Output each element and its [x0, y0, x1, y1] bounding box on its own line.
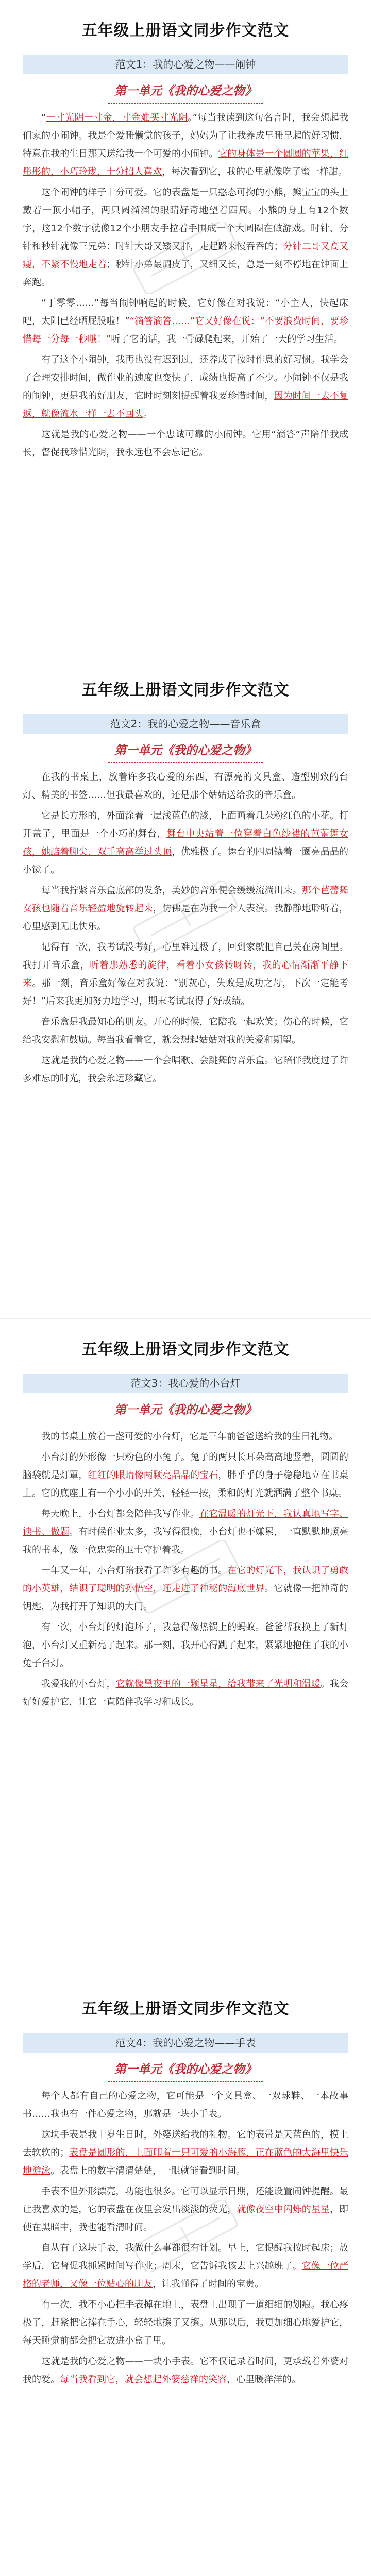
text-segment: 。那一刻，音乐盒好像在对我说：“别灰心，失败是成功之母，下次一定能考好！”后来我更加努力地学习，期末考试取得了好成绩。: [23, 978, 349, 1007]
essay-paragraph: [23, 1013, 348, 1049]
highlighted-sentence: 分针二哥又高又瘦，不紧不慢地走着: [23, 241, 349, 270]
text-segment: “: [41, 112, 46, 123]
text-segment: 。: [143, 409, 153, 419]
highlighted-sentence: 因为时间一去不复返，就像流水一样一去不回头: [23, 391, 349, 419]
text-segment: ，心里暖洋洋的。: [227, 2374, 301, 2385]
text-segment: 自从有了这块手表，我做什么事都很有计划。早上，它提醒我按时起床；放学后，它督促我抓紧时间写作业；周末，它告诉我该去上兴趣班了。: [23, 2243, 348, 2272]
essay-paragraph: [23, 807, 348, 879]
highlighted-sentence: “滴答滴答……”它又好像在说：“不要浪费时间，要珍惜每一分每一秒哦！”: [23, 316, 348, 345]
text-segment: 听了它的话，我一骨碌爬起来，开始了一天的学习生活。: [111, 334, 343, 345]
highlighted-sentence: 表盘是圆形的，上面印着一只可爱的小海豚，正在蓝色的大海里快乐地游泳: [23, 2147, 349, 2176]
highlighted-sentence: 在它温暖的灯光下，我认真地写字、读书、做题: [23, 1509, 348, 1537]
text-segment: 有一次，我不小心把手表掉在地上，表盘上出现了一道细细的划痕。我心疼极了，赶紧把它捧在手心，轻轻地擦了又擦。从那以后，我更加细心地爱护它，每天睡觉前都会把它放进小盒子里。: [23, 2299, 348, 2346]
text-segment: ，优雅极了。舞台的四周镶着一圈亮晶晶的小镜子。: [23, 846, 349, 875]
essay-title: 范文1：我的心爱之物——闹钟: [23, 55, 348, 74]
essay-section: [0, 0, 371, 659]
essay-section: [0, 1319, 371, 1978]
text-segment: 这就是我的心爱之物——一个忠诚可靠的小闹钟。它用“滴答”声陪伴我成长，督促我珍惜光阴，我永远也不会忘记它。: [23, 429, 348, 458]
essay-title: 范文3：我心爱的小台灯: [23, 1374, 348, 1393]
text-segment: 。它就像一把神奇的钥匙，为我打开了知识的大门。: [23, 1583, 349, 1612]
highlighted-sentence: 听着那熟悉的旋律，看着小女孩转呀转，我的心情渐渐平静下来: [23, 960, 349, 989]
text-segment: 记得有一次，我考试没考好，心里难过极了，回到家就把自己关在房间里。我打开音乐盒，: [23, 942, 348, 971]
text-segment: ；秒针小弟最调皮了，又细又长，总是一刻不停地在钟面上奔跑。: [23, 259, 348, 288]
text-segment: “丁零零……”每当闹钟响起的时候，它好像在对我说：“小主人，快起床吧，太阳已经晒屁股啦！”: [23, 298, 348, 327]
text-segment: 这个闹钟的样子十分可爱。它的表盘是一只憨态可掬的小熊，熊宝宝的头上戴着一顶小帽子，两只圆溜溜的眼睛好奇地望着四周。小熊的身上有12个数字，这12个数字就像12个小朋友手拉着手围成一个大圆圈在做游戏。时针、分针和秒针就像三兄弟：时针大哥又矮又胖，走起路来慢吞吞的；: [23, 187, 348, 252]
highlighted-sentence: 那个芭蕾舞女孩也随着音乐轻盈地旋转起来: [23, 885, 348, 914]
highlighted-sentence: 在它的灯光下，我认识了勇敢的小英雄，结识了聪明的孙悟空，还走进了神秘的海底世界: [23, 1565, 348, 1594]
unit-title: 第一单元《我的心爱之物》: [108, 1398, 263, 1422]
text-segment: 。有时候作业太多，我写得很晚，小台灯也不嫌累，一直默默地照亮我的书本，像一位忠实的卫士守护着我。: [23, 1527, 348, 1555]
text-segment: ，仿佛是在为我一个人表演。我静静地聆听着，心里感到无比快乐。: [23, 903, 349, 932]
highlighted-sentence: 红红的眼睛像两颗亮晶晶的宝石: [88, 1470, 218, 1481]
highlighted-sentence: 舞台中央站着一位穿着白色纱裙的芭蕾舞女孩，她踮着脚尖，双手高高举过头顶: [23, 828, 349, 857]
essay-paragraph: [23, 2239, 348, 2293]
text-segment: 有一次，小台灯的灯泡坏了，我急得像热锅上的蚂蚁。爸爸帮我换上了新灯泡，小台灯又重新亮了起来。那一刻，我开心得跳了起来，紧紧地抱住了我的小兔子台灯。: [23, 1622, 348, 1669]
text-segment: 它是长方形的，外面涂着一层浅蓝色的漆，上面画着几朵粉红色的小花。打开盖子，里面是一个小巧的舞台，: [23, 810, 348, 839]
text-segment: 每当我拧紧音乐盒底部的发条，美妙的音乐便会缓缓流淌出来。: [41, 885, 302, 896]
essay-paragraph: [23, 882, 348, 936]
unit-title: 第一单元《我的心爱之物》: [108, 2058, 263, 2082]
highlighted-sentence: 它就像黑夜里的一颗星星，给我带来了光明和温暖: [115, 1679, 321, 1689]
essay-paragraph: [23, 426, 348, 462]
essay-paragraph: [23, 768, 348, 804]
essay-paragraph: [23, 1505, 348, 1559]
essay-paragraph: [23, 1052, 348, 1088]
essay-paragraph: [23, 1618, 348, 1672]
page-title: 五年级上册语文同步作文范文: [81, 1341, 290, 1359]
page-title: 五年级上册语文同步作文范文: [81, 22, 290, 40]
text-segment: 小台灯的外形像一只粉色的小兔子。兔子的两只长耳朵高高地竖着，圆圆的脑袋就是灯罩，: [23, 1452, 348, 1481]
text-segment: 有了这个小闹钟，我再也没有迟到过，还养成了按时作息的好习惯。我学会了合理安排时间，做作业的速度也变快了，成绩也提高了不少。小闹钟不仅是我的闹钟，更是我的好朋友，它时时刻刻提醒着我要珍惜时间，: [23, 354, 348, 401]
essay-paragraph: [23, 109, 348, 181]
essay-paragraph: [23, 1448, 348, 1502]
essay-section: [0, 1978, 371, 2576]
text-segment: 每个人都有自己的心爱之物，它可能是一个文具盒、一双球鞋、一本故事书……我也有一件心爱之物，那就是一块小手表。: [23, 2091, 348, 2120]
essay-paragraph: [23, 2126, 348, 2180]
essay-paragraph: [23, 2087, 348, 2123]
unit-title: 第一单元《我的心爱之物》: [108, 739, 263, 763]
highlighted-sentence: 一寸光阴一寸金，寸金难买寸光阴: [46, 112, 188, 123]
text-segment: ，胖乎乎的身子稳稳地立在书桌上。它的底座上有一个小小的开关，轻轻一按，柔和的灯光就洒满了整个书桌。: [23, 1470, 349, 1499]
essay-paragraph: [23, 183, 348, 292]
essay-paragraph: [23, 351, 348, 423]
essay-paragraph: [23, 2182, 348, 2236]
highlighted-sentence: 就像夜空中闪烁的星星: [237, 2204, 330, 2215]
text-segment: 在我的书桌上，放着许多我心爱的东西，有漂亮的文具盒、造型别致的台灯、精美的书签……但我最喜欢的，还是那个姑姑送给我的音乐盒。: [23, 772, 348, 801]
essay-section: [0, 659, 371, 1319]
essay-paragraph: [23, 1675, 348, 1711]
essay-paragraph: [23, 2296, 348, 2350]
page-title: 五年级上册语文同步作文范文: [81, 681, 290, 699]
highlighted-sentence: 它的身体是一个圆圆的苹果，红彤彤的，小巧玲珑，十分招人喜欢: [23, 148, 348, 177]
essay-paragraph: [23, 294, 348, 348]
text-segment: 这块手表是我十岁生日时，外婆送给我的礼物。它的表带是天蓝色的，摸上去软软的；: [23, 2129, 348, 2158]
highlighted-sentence: 它像一位严格的老师，又像一位贴心的朋友: [23, 2261, 349, 2290]
text-segment: 这就是我的心爱之物——一个会唱歌、会跳舞的音乐盒。它陪伴我度过了许多难忘的时光，我会永远珍藏它。: [23, 1055, 348, 1084]
unit-title: 第一单元《我的心爱之物》: [108, 79, 263, 104]
text-segment: ，即使在黑暗中，我也能看清时间。: [23, 2204, 349, 2233]
page-title: 五年级上册语文同步作文范文: [81, 2000, 290, 2018]
text-segment: 。”每当我读到这句名言时，我会想起我们家的小闹钟。我是个爱睡懒觉的孩子，妈妈为了让我养成早睡早起的好习惯，特意在我的生日那天送给我一个可爱的小闹钟。: [23, 112, 348, 159]
essay-paragraph: [23, 1428, 348, 1446]
text-segment: 音乐盒是我最知心的朋友。开心的时候，它陪我一起欢笑；伤心的时候，它给我安慰和鼓励。每当我看着它，就会想起姑姑对我的关爱和期望。: [23, 1016, 348, 1045]
text-segment: 。表盘上的数字清清楚楚，一眼就能看到时间。: [50, 2165, 245, 2176]
text-segment: ，每次看到它，我的心里就像吃了蜜一样甜。: [162, 166, 347, 177]
essay-paragraph: [23, 938, 348, 1010]
text-segment: 这就是我的心爱之物——一块小手表。它不仅记录着时间，更承载着外婆对我的爱。: [23, 2356, 348, 2385]
essay-title: 范文4：我的心爱之物——手表: [23, 2033, 348, 2053]
essay-paragraph: [23, 1562, 348, 1616]
essay-paragraph: [23, 2352, 348, 2388]
text-segment: 手表不但外形漂亮，功能也很多。它可以显示日期，还能设置闹钟提醒。最让我喜欢的是，它的表盘在夜里会发出淡淡的荧光，: [23, 2186, 348, 2215]
text-segment: 。我会好好爱护它，让它一直陪伴我学习和成长。: [23, 1679, 348, 1707]
essay-title: 范文2：我的心爱之物——音乐盒: [23, 714, 348, 734]
text-segment: 一年又一年，小台灯陪我看了许多有趣的书。: [41, 1565, 228, 1576]
highlighted-sentence: 每当我看到它，就会想起外婆慈祥的笑容: [60, 2374, 227, 2385]
text-segment: 每天晚上，小台灯都会陪伴我写作业。: [41, 1509, 200, 1519]
text-segment: ，让我懂得了时间的宝贵。: [153, 2279, 264, 2290]
text-segment: 我爱我的小台灯，: [41, 1679, 116, 1689]
text-segment: 我的书桌上放着一盏可爱的小台灯，它是三年前爸爸送给我的生日礼物。: [41, 1431, 338, 1442]
